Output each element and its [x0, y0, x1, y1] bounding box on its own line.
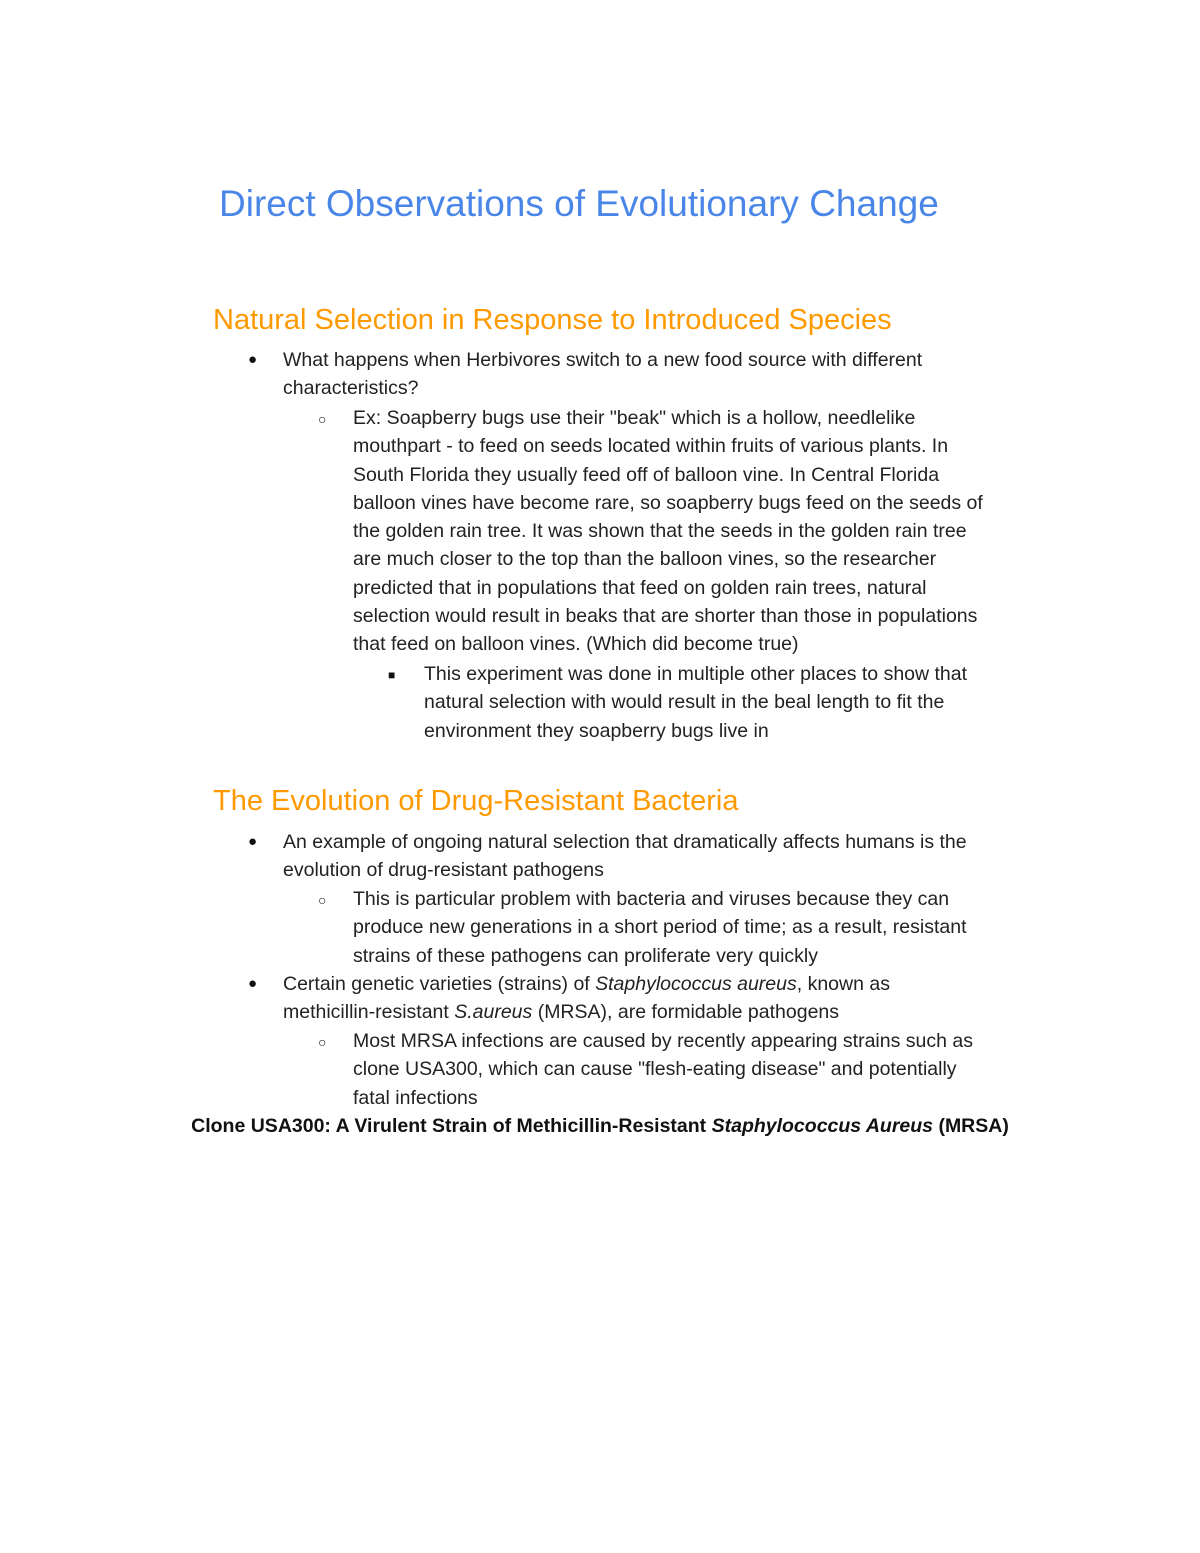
list-item-line: predicted that in populations that feed on golden rain trees, natural: [353, 576, 927, 599]
list-item-line: natural selection with would result in the beal length to fit the: [424, 691, 945, 714]
list-item-mrsa-infections: [353, 1027, 973, 1112]
list-item-line: Most MRSA infections are caused by recently appearing strains such as: [353, 1030, 973, 1052]
section-heading-natural-selection: Natural Selection in Response to Introduced Species: [213, 304, 892, 336]
list-item-bacteria-viruses: [353, 885, 967, 970]
list-item-line: This is particular problem with bacteria and viruses because they can: [353, 888, 950, 910]
list-item-line: South Florida they usually feed off of balloon vine. In Central Florida: [353, 463, 940, 486]
list-item-experiment: [424, 660, 967, 745]
document-title: Direct Observations of Evolutionary Change: [219, 183, 939, 224]
bullet-dot-icon: ●: [248, 351, 258, 368]
list-item-line: selection would result in beaks that are shorter than those in populations: [353, 605, 978, 628]
list-item-line: environment they soapberry bugs live in: [424, 719, 769, 742]
list-item-line: An example of ongoing natural selection that dramatically affects humans is the: [283, 831, 967, 853]
bullet-square-icon: ■: [388, 668, 396, 682]
bullet-dot-icon: ●: [248, 833, 258, 850]
list-item-line: clone USA300, which can cause "flesh-eating disease" and potentially: [353, 1058, 957, 1081]
list-item-ongoing-selection: [283, 828, 967, 885]
list-item-line: Ex: Soapberry bugs use their "beak" which is a hollow, needlelike: [353, 407, 916, 429]
list-item-staph-strains: [283, 970, 890, 1027]
list-item-line: mouthpart - to feed on seeds located within fruits of various plants. In: [353, 435, 949, 458]
list-item-herbivores: [283, 346, 922, 403]
list-item-line: characteristics?: [283, 377, 419, 400]
figure-caption: Clone USA300: A Virulent Strain of Methicillin-Resistant Staphylococcus Aureus (MRSA): [191, 1115, 1009, 1137]
list-item-line: strains of these pathogens can proliferate very quickly: [353, 944, 819, 967]
list-item-line: This experiment was done in multiple other places to show that: [424, 663, 968, 685]
bullet-circle-icon: ○: [318, 1034, 327, 1050]
bullet-dot-icon: ●: [248, 975, 258, 992]
section-heading-drug-resistant: The Evolution of Drug-Resistant Bacteria: [213, 785, 739, 817]
bullet-circle-icon: ○: [318, 892, 327, 908]
bullet-circle-icon: ○: [318, 411, 327, 427]
list-item-line: are much closer to the top than the balloon vines, so the researcher: [353, 548, 937, 571]
list-item-line: the golden rain tree. It was shown that the seeds in the golden rain tree: [353, 520, 967, 543]
list-item-line: produce new generations in a short period of time; as a result, resistant: [353, 916, 967, 939]
list-item-line: Certain genetic varieties (strains) of Staphylococcus aureus, known as: [283, 973, 890, 995]
list-item-line: evolution of drug-resistant pathogens: [283, 859, 604, 882]
list-item-line: fatal infections: [353, 1086, 478, 1109]
list-item-soapberry-example: [353, 404, 983, 659]
list-item-line: methicillin-resistant S.aureus (MRSA), are formidable pathogens: [283, 1001, 840, 1024]
list-item-line: balloon vines have become rare, so soapberry bugs feed on the seeds of: [353, 491, 983, 514]
list-item-line: What happens when Herbivores switch to a new food source with different: [283, 349, 923, 371]
list-item-line: that feed on balloon vines. (Which did become true): [353, 633, 799, 656]
